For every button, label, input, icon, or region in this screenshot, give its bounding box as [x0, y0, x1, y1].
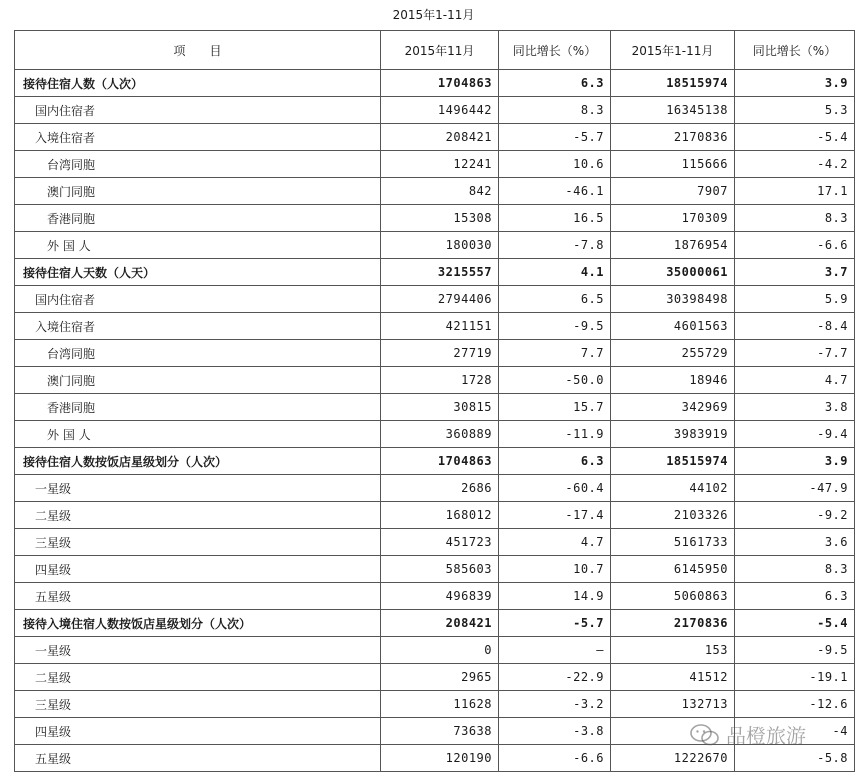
- row-label: 台湾同胞: [15, 340, 381, 367]
- ytd-growth-cell: -5.8: [735, 745, 855, 772]
- ytd-value-cell: 132713: [611, 691, 735, 718]
- month-growth-cell: 8.3: [499, 97, 611, 124]
- ytd-value-cell: 18515974: [611, 448, 735, 475]
- row-label: 澳门同胞: [15, 178, 381, 205]
- row-label: 香港同胞: [15, 205, 381, 232]
- table-row: [15, 259, 855, 286]
- header-item: 项 目: [15, 31, 381, 70]
- ytd-value-cell: 170309: [611, 205, 735, 232]
- ytd-growth-cell: 8.3: [735, 205, 855, 232]
- ytd-value-cell: 5161733: [611, 529, 735, 556]
- month-value-cell: 208421: [381, 124, 499, 151]
- month-growth-cell: 15.7: [499, 394, 611, 421]
- row-label: 五星级: [15, 745, 381, 772]
- table-row: [15, 151, 855, 178]
- month-value-cell: 842: [381, 178, 499, 205]
- ytd-value-cell: 153: [611, 637, 735, 664]
- ytd-growth-cell: -8.4: [735, 313, 855, 340]
- month-growth-cell: 6.5: [499, 286, 611, 313]
- month-growth-cell: 6.3: [499, 448, 611, 475]
- ytd-value-cell: 6145950: [611, 556, 735, 583]
- row-label: 台湾同胞: [15, 151, 381, 178]
- ytd-growth-cell: 3.7: [735, 259, 855, 286]
- row-label: 五星级: [15, 583, 381, 610]
- table-row: [15, 664, 855, 691]
- month-growth-cell: 14.9: [499, 583, 611, 610]
- ytd-value-cell: 2170836: [611, 124, 735, 151]
- table-row: [15, 367, 855, 394]
- month-value-cell: 180030: [381, 232, 499, 259]
- watermark-text: 品橙旅游: [726, 724, 806, 748]
- ytd-growth-cell: 3.9: [735, 70, 855, 97]
- row-label: 四星级: [15, 556, 381, 583]
- header-ytd-growth: 同比增长（%）: [735, 31, 855, 70]
- table-caption: 2015年1-11月: [392, 8, 475, 22]
- month-growth-cell: -7.8: [499, 232, 611, 259]
- table-row: [15, 97, 855, 124]
- row-label: 国内住宿者: [15, 286, 381, 313]
- ytd-growth-cell: 17.1: [735, 178, 855, 205]
- ytd-value-cell: 35000061: [611, 259, 735, 286]
- month-value-cell: 360889: [381, 421, 499, 448]
- statistics-table: [14, 30, 855, 772]
- month-value-cell: 0: [381, 637, 499, 664]
- watermark: [690, 720, 806, 749]
- table-row: [15, 286, 855, 313]
- row-label: 澳门同胞: [15, 367, 381, 394]
- ytd-growth-cell: -9.2: [735, 502, 855, 529]
- ytd-value-cell: 255729: [611, 340, 735, 367]
- month-value-cell: 451723: [381, 529, 499, 556]
- ytd-growth-cell: 3.8: [735, 394, 855, 421]
- table-row: [15, 205, 855, 232]
- month-growth-cell: 7.7: [499, 340, 611, 367]
- table-row: [15, 313, 855, 340]
- month-growth-cell: —: [499, 637, 611, 664]
- month-growth-cell: -60.4: [499, 475, 611, 502]
- month-growth-cell: 4.7: [499, 529, 611, 556]
- ytd-growth-cell: 5.9: [735, 286, 855, 313]
- table-row: [15, 502, 855, 529]
- month-growth-cell: -11.9: [499, 421, 611, 448]
- ytd-value-cell: 16345138: [611, 97, 735, 124]
- month-growth-cell: -3.8: [499, 718, 611, 745]
- month-value-cell: 2794406: [381, 286, 499, 313]
- row-label: 接待住宿人天数（人天）: [15, 259, 381, 286]
- table-row: [15, 232, 855, 259]
- row-label: 接待住宿人数（人次）: [15, 70, 381, 97]
- ytd-value-cell: 342969: [611, 394, 735, 421]
- ytd-value-cell: 44102: [611, 475, 735, 502]
- month-value-cell: 1704863: [381, 448, 499, 475]
- row-label: 入境住宿者: [15, 124, 381, 151]
- month-value-cell: 2686: [381, 475, 499, 502]
- month-value-cell: 1704863: [381, 70, 499, 97]
- month-growth-cell: -5.7: [499, 610, 611, 637]
- ytd-value-cell: 3983919: [611, 421, 735, 448]
- month-value-cell: 30815: [381, 394, 499, 421]
- table-row: [15, 70, 855, 97]
- ytd-value-cell: 30398498: [611, 286, 735, 313]
- table-row: [15, 448, 855, 475]
- month-value-cell: 15308: [381, 205, 499, 232]
- ytd-value-cell: 18946: [611, 367, 735, 394]
- ytd-growth-cell: 8.3: [735, 556, 855, 583]
- table-row: [15, 610, 855, 637]
- month-value-cell: 421151: [381, 313, 499, 340]
- table-row: [15, 178, 855, 205]
- row-label: 外 国 人: [15, 421, 381, 448]
- row-label: 国内住宿者: [15, 97, 381, 124]
- month-value-cell: 120190: [381, 745, 499, 772]
- month-value-cell: 496839: [381, 583, 499, 610]
- ytd-growth-cell: -4: [735, 718, 855, 745]
- ytd-growth-cell: 6.3: [735, 583, 855, 610]
- month-growth-cell: 6.3: [499, 70, 611, 97]
- month-value-cell: 11628: [381, 691, 499, 718]
- ytd-growth-cell: -7.7: [735, 340, 855, 367]
- table-row: [15, 340, 855, 367]
- ytd-growth-cell: -9.4: [735, 421, 855, 448]
- ytd-growth-cell: -47.9: [735, 475, 855, 502]
- header-row: [15, 31, 855, 70]
- ytd-value-cell: 4601563: [611, 313, 735, 340]
- row-label: 三星级: [15, 691, 381, 718]
- month-growth-cell: 16.5: [499, 205, 611, 232]
- month-growth-cell: -9.5: [499, 313, 611, 340]
- month-growth-cell: -46.1: [499, 178, 611, 205]
- ytd-growth-cell: -19.1: [735, 664, 855, 691]
- table-row: [15, 394, 855, 421]
- header-ytd: 2015年1-11月: [611, 31, 735, 70]
- ytd-value-cell: 5060863: [611, 583, 735, 610]
- table-row: [15, 529, 855, 556]
- row-label: 二星级: [15, 664, 381, 691]
- ytd-value-cell: 41512: [611, 664, 735, 691]
- table-row: [15, 583, 855, 610]
- month-growth-cell: 10.7: [499, 556, 611, 583]
- row-label: 接待住宿人数按饭店星级划分（人次）: [15, 448, 381, 475]
- month-value-cell: 1496442: [381, 97, 499, 124]
- month-growth-cell: -50.0: [499, 367, 611, 394]
- table-row: [15, 124, 855, 151]
- row-label: 接待入境住宿人数按饭店星级划分（人次）: [15, 610, 381, 637]
- month-value-cell: 27719: [381, 340, 499, 367]
- month-growth-cell: 10.6: [499, 151, 611, 178]
- ytd-value-cell: 115666: [611, 151, 735, 178]
- ytd-growth-cell: -12.6: [735, 691, 855, 718]
- month-growth-cell: 4.1: [499, 259, 611, 286]
- month-growth-cell: -17.4: [499, 502, 611, 529]
- ytd-value-cell: 7907: [611, 178, 735, 205]
- ytd-value-cell: 2170836: [611, 610, 735, 637]
- ytd-value-cell: 1222670: [611, 745, 735, 772]
- month-value-cell: 3215557: [381, 259, 499, 286]
- ytd-growth-cell: -9.5: [735, 637, 855, 664]
- month-value-cell: 12241: [381, 151, 499, 178]
- month-growth-cell: -6.6: [499, 745, 611, 772]
- table-body: [15, 70, 855, 772]
- ytd-growth-cell: -5.4: [735, 610, 855, 637]
- ytd-growth-cell: 3.6: [735, 529, 855, 556]
- ytd-growth-cell: 4.7: [735, 367, 855, 394]
- month-growth-cell: -22.9: [499, 664, 611, 691]
- table-row: [15, 556, 855, 583]
- header-month: 2015年11月: [381, 31, 499, 70]
- ytd-growth-cell: 5.3: [735, 97, 855, 124]
- table-row: [15, 637, 855, 664]
- ytd-value-cell: 18515974: [611, 70, 735, 97]
- month-value-cell: 2965: [381, 664, 499, 691]
- month-value-cell: 208421: [381, 610, 499, 637]
- ytd-growth-cell: -4.2: [735, 151, 855, 178]
- ytd-growth-cell: -6.6: [735, 232, 855, 259]
- header-month-growth: 同比增长（%）: [499, 31, 611, 70]
- ytd-value-cell: 1876954: [611, 232, 735, 259]
- ytd-growth-cell: 3.9: [735, 448, 855, 475]
- row-label: 二星级: [15, 502, 381, 529]
- table-row: [15, 421, 855, 448]
- month-value-cell: 1728: [381, 367, 499, 394]
- row-label: 香港同胞: [15, 394, 381, 421]
- table-row: [15, 475, 855, 502]
- month-growth-cell: -3.2: [499, 691, 611, 718]
- row-label: 三星级: [15, 529, 381, 556]
- ytd-value-cell: 2103326: [611, 502, 735, 529]
- ytd-growth-cell: -5.4: [735, 124, 855, 151]
- row-label: 一星级: [15, 475, 381, 502]
- month-value-cell: 73638: [381, 718, 499, 745]
- row-label: 外 国 人: [15, 232, 381, 259]
- month-growth-cell: -5.7: [499, 124, 611, 151]
- wechat-icon: [690, 724, 720, 746]
- table-row: [15, 691, 855, 718]
- row-label: 四星级: [15, 718, 381, 745]
- row-label: 一星级: [15, 637, 381, 664]
- row-label: 入境住宿者: [15, 313, 381, 340]
- month-value-cell: 168012: [381, 502, 499, 529]
- month-value-cell: 585603: [381, 556, 499, 583]
